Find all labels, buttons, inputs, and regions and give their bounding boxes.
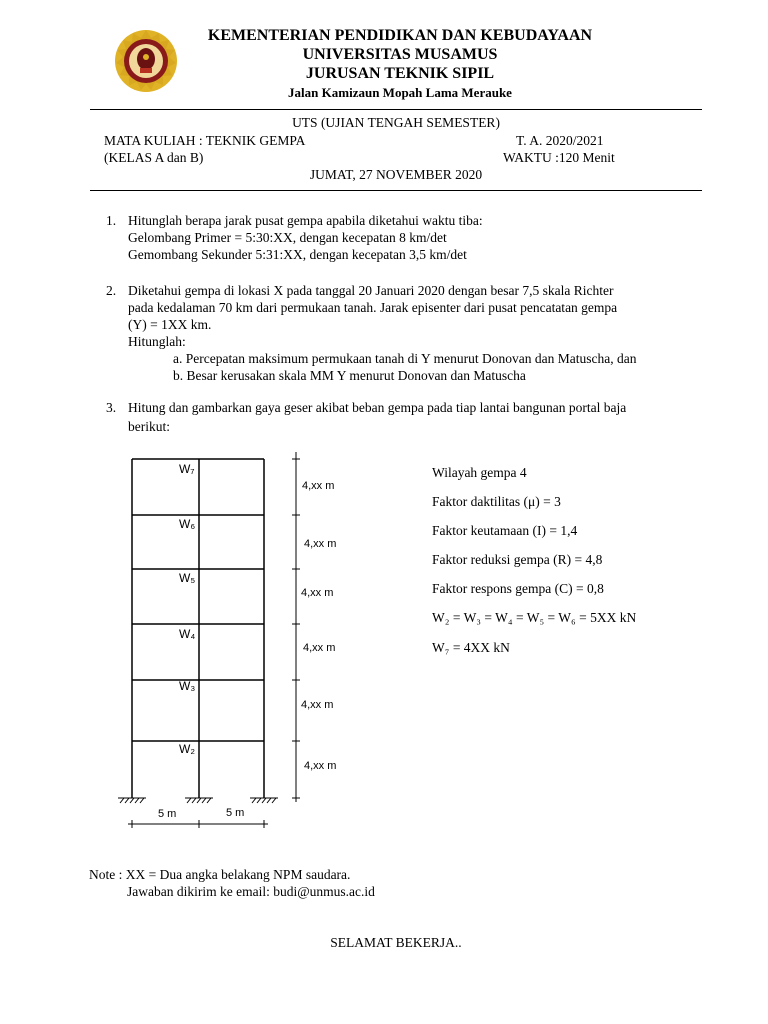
param-seismic-zone: Wilayah gempa 4 bbox=[432, 465, 527, 480]
param-response: Faktor respons gempa (C) = 0,8 bbox=[432, 581, 604, 596]
weight-label-w3: W₃ bbox=[179, 679, 196, 693]
span-label: 5 m bbox=[158, 808, 177, 820]
question-2-line: pada kedalaman 70 km dari permukaan tanah. Jarak episenter dari pusat pencatatan gempa bbox=[128, 300, 618, 315]
question-2-number: 2. bbox=[106, 283, 117, 298]
fixed-supports bbox=[118, 798, 278, 803]
weight-label-w2: W₂ bbox=[179, 742, 195, 756]
department-name: JURUSAN TEKNIK SIPIL bbox=[305, 65, 495, 82]
exam-title: UTS (UJIAN TENGAH SEMESTER) bbox=[292, 115, 500, 130]
story-height-label: 4,xx m bbox=[302, 480, 335, 492]
param-weights: W₂ = W₃ = W₄ = W₅ = W₆ = 5XX kN bbox=[432, 610, 637, 625]
question-3-line: berikut: bbox=[128, 419, 170, 434]
exam-date: JUMAT, 27 NOVEMBER 2020 bbox=[309, 167, 483, 182]
weight-label-w5: W₅ bbox=[179, 571, 196, 585]
story-height-label: 4,xx m bbox=[303, 642, 336, 654]
story-height-label: 4,xx m bbox=[304, 760, 337, 772]
question-3-text: Hitung dan gambarkan gaya geser akibat beban gempa pada tiap lantai bangunan portal baja bbox=[128, 400, 627, 415]
height-dimension-line bbox=[292, 452, 300, 802]
param-reduction: Faktor reduksi gempa (R) = 4,8 bbox=[432, 552, 603, 567]
university-name: UNIVERSITAS MUSAMUS bbox=[302, 46, 498, 63]
address: Jalan Kamizaun Mopah Lama Merauke bbox=[288, 85, 512, 100]
span-dimension-line bbox=[128, 820, 268, 828]
param-ductility: Faktor daktilitas (μ) = 3 bbox=[432, 494, 561, 509]
story-height-label: 4,xx m bbox=[304, 538, 337, 550]
param-top-weight: W₇ = 4XX kN bbox=[432, 640, 510, 655]
weight-label-w6: W₆ bbox=[179, 517, 196, 531]
question-3-number: 3. bbox=[106, 400, 117, 415]
question-1-line: Gemombang Sekunder 5:31:XX, dengan kecepatan 3,5 km/det bbox=[128, 247, 467, 262]
question-2-item-b: b. Besar kerusakan skala MM Y menurut Donovan dan Matuscha bbox=[173, 368, 526, 383]
question-2-item-a: a. Percepatan maksimum permukaan tanah di Y menurut Donovan dan Matuscha, dan bbox=[173, 351, 637, 366]
note-email: Jawaban dikirim ke email: budi@unmus.ac.id bbox=[127, 884, 375, 899]
span-label: 5 m bbox=[226, 807, 245, 819]
frame-structure bbox=[132, 459, 264, 798]
closing-text: SELAMAT BEKERJA.. bbox=[330, 935, 462, 950]
question-2-line: (Y) = 1XX km. bbox=[128, 317, 212, 332]
class-info: (KELAS A dan B) bbox=[104, 150, 204, 165]
weight-label-w4: W₄ bbox=[179, 627, 196, 641]
question-1-line: Gelombang Primer = 5:30:XX, dengan kecepatan 8 km/det bbox=[128, 230, 447, 245]
story-height-label: 4,xx m bbox=[301, 587, 334, 599]
question-1-number: 1. bbox=[106, 213, 117, 228]
academic-year: T. A. 2020/2021 bbox=[516, 133, 604, 148]
param-importance: Faktor keutamaan (I) = 1,4 bbox=[432, 523, 578, 538]
note-text: Note : XX = Dua angka belakang NPM saudara. bbox=[89, 867, 351, 882]
question-1-text: Hitunglah berapa jarak pusat gempa apabila diketahui waktu tiba: bbox=[128, 213, 483, 228]
weight-label-w7: W₇ bbox=[179, 462, 195, 476]
question-2-text: Diketahui gempa di lokasi X pada tanggal 20 Januari 2020 dengan besar 7,5 skala Richter bbox=[128, 283, 614, 298]
question-2-line: Hitunglah: bbox=[128, 334, 186, 349]
course-name: MATA KULIAH : TEKNIK GEMPA bbox=[104, 133, 306, 148]
story-height-label: 4,xx m bbox=[301, 699, 334, 711]
ministry-name: KEMENTERIAN PENDIDIKAN DAN KEBUDAYAAN bbox=[207, 27, 593, 44]
exam-duration: WAKTU :120 Menit bbox=[503, 150, 615, 165]
